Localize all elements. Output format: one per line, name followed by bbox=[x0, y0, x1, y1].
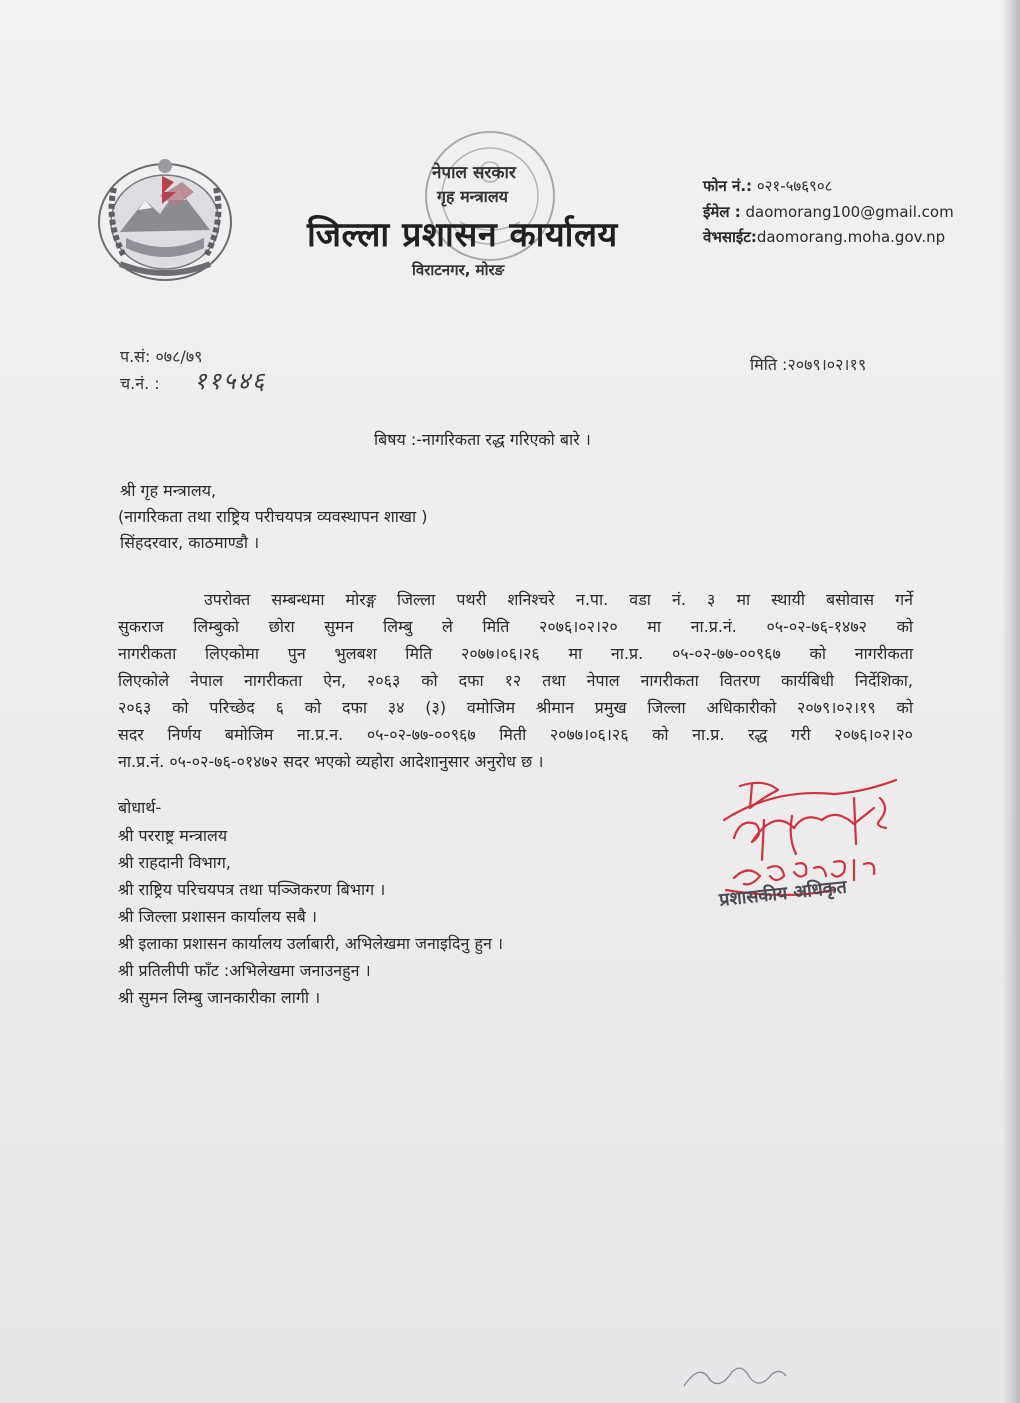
letter-body bbox=[118, 586, 913, 775]
body-line: लिएकोले नेपाल नागरीकता ऐन, २०६३ को दफा १२ तथा नेपाल नागरीकता वितरण कार्यबिधी निर्देशिका, bbox=[118, 671, 913, 690]
cc-item: श्री राष्ट्रिय परिचयपत्र तथा पञ्जिकरण बिभाग । bbox=[118, 880, 386, 899]
letter-subject: बिषय :-नागरिकता रद्ध गरिएको बारे । bbox=[374, 430, 591, 449]
contact-email bbox=[703, 202, 954, 222]
phone-label: फोन नं.: bbox=[703, 177, 753, 195]
nepal-emblem-icon bbox=[90, 152, 240, 284]
body-line: सुकराज लिम्बुको छोरा सुमन लिम्बु ले मिति २०७६।०२।२० मा ना.प्र.नं. ०५-०२-७६-१४७२ को bbox=[118, 617, 913, 636]
cc-title: बोधार्थ- bbox=[118, 798, 162, 817]
body-line: सदर निर्णय बमोजिम ना.प्र.न. ०५-०२-७७-००९६७ मिती २०७७।०६।२६ को ना.प्र. रद्ध गरी २०७६।०२।२० bbox=[118, 725, 913, 744]
email-label: ईमेल : bbox=[703, 203, 741, 221]
body-line: २०६३ को परिच्छेद ६ को दफा ३४ (३) वमोजिम श्रीमान प्रमुख जिल्ला अधिकारीको २०७९।०२।१९ को bbox=[118, 698, 913, 717]
cc-item: श्री परराष्ट्र मन्त्रालय bbox=[118, 826, 228, 845]
government-name: नेपाल सरकार bbox=[432, 163, 516, 183]
cc-item: श्री जिल्ला प्रशासन कार्यालय सबै । bbox=[118, 907, 317, 926]
signature-stamp-title: प्रशासकीय अधिकृत bbox=[718, 876, 848, 911]
phone-value: ०२१-५७६९०८ bbox=[756, 177, 833, 195]
addressee-line-1: श्री गृह मन्त्रालय, bbox=[120, 481, 217, 500]
ministry-name: गृह मन्त्रालय bbox=[437, 187, 508, 206]
letter-date: मिति :२०७९।०२।१९ bbox=[750, 355, 867, 374]
office-name: जिल्ला प्रशासन कार्यालय bbox=[307, 215, 618, 255]
page-edge-shadow bbox=[1002, 0, 1020, 1403]
contact-website bbox=[703, 227, 945, 247]
website-label: वेभसाईट: bbox=[703, 228, 757, 246]
reference-number: प.सं: ०७८/७९ bbox=[120, 347, 203, 366]
body-line: नागरीकता लिएकोमा पुन भुलबश मिति २०७७।०६।२६ मा ना.प्र. ०५-०२-७७-००९६७ को नागरीकता bbox=[118, 644, 913, 663]
cc-list bbox=[118, 822, 503, 1011]
cc-item: श्री सुमन लिम्बु जानकारीका लागी । bbox=[118, 988, 321, 1007]
cc-item: श्री राहदानी विभाग, bbox=[118, 853, 232, 872]
addressee-line-3: सिंहदरवार, काठमाण्डौ । bbox=[120, 533, 260, 552]
contact-phone bbox=[703, 176, 832, 196]
cc-item: श्री प्रतिलीपी फाँट :अभिलेखमा जनाउनहुन । bbox=[118, 961, 371, 980]
dispatch-number: ११५४६ bbox=[194, 367, 267, 395]
office-location: विराटनगर, मोरङ bbox=[412, 261, 505, 279]
website-value: daomorang.moha.gov.np bbox=[756, 228, 946, 246]
email-value: daomorang100@gmail.com bbox=[745, 203, 954, 221]
addressee-line-2: (नागरिकता तथा राष्ट्रिय परीचयपत्र व्यवस्थापन शाखा ) bbox=[118, 507, 428, 526]
cc-item: श्री इलाका प्रशासन कार्यालय उर्लाबारी, अभिलेखमा जनाइदिनु हुन । bbox=[118, 934, 504, 953]
pen-mark-icon bbox=[680, 1356, 790, 1396]
body-line: उपरोक्त सम्बन्धमा मोरङ्ग जिल्ला पथरी शनिश्चरे न.पा. वडा नं. ३ मा स्थायी बसोवास गर्ने bbox=[204, 590, 913, 609]
body-line: ना.प्र.नं. ०५-०२-७६-०१४७२ सदर भएको व्यहोरा आदेशानुसार अनुरोध छ । bbox=[118, 752, 544, 771]
dispatch-label: च.नं. : bbox=[120, 374, 160, 393]
